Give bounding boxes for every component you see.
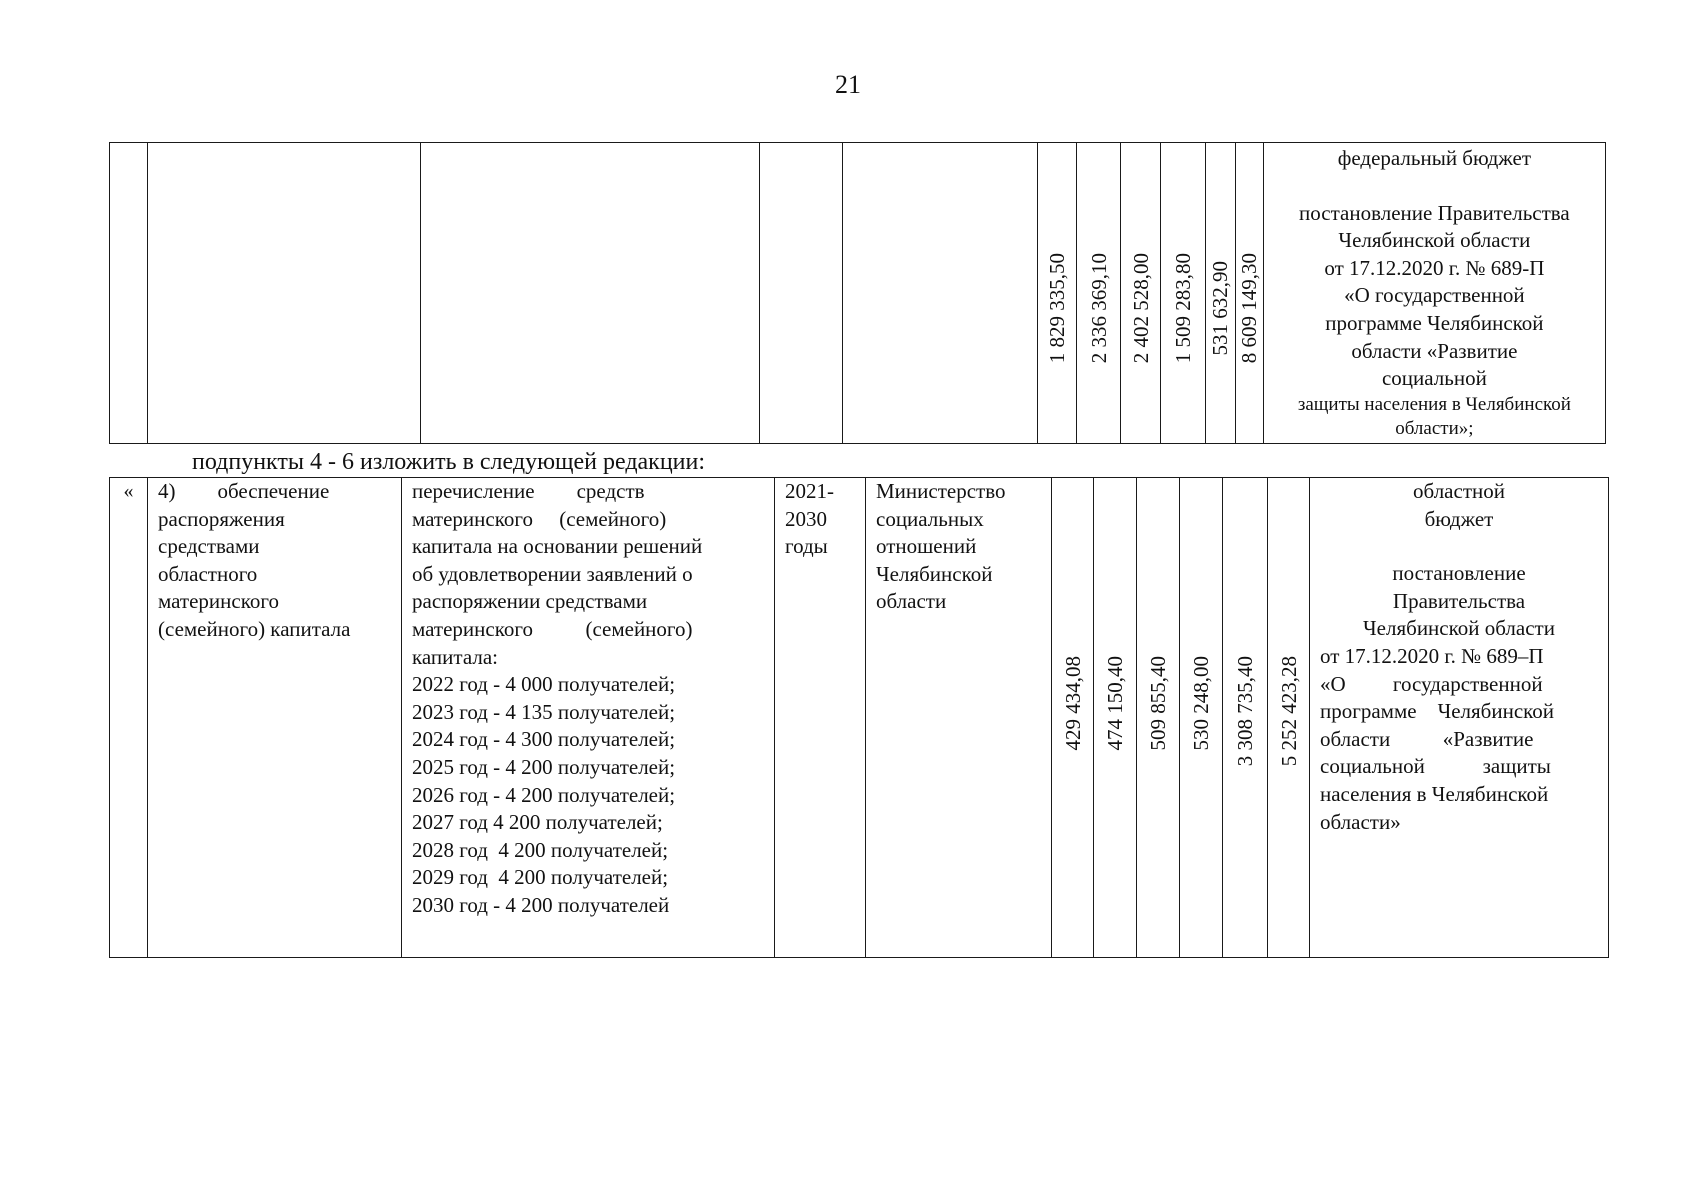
empty-cell	[843, 143, 1038, 444]
description-line: капитала:	[412, 644, 498, 669]
description-line: материнского (семейного)	[412, 506, 667, 531]
basis-line: «О государственной	[1320, 671, 1543, 696]
recipients-line: 2027 год 4 200 получателей;	[412, 810, 663, 835]
description-line: распоряжении средствами	[412, 589, 648, 614]
basis-line: социальной	[1381, 366, 1487, 391]
basis-line: социальной защиты	[1320, 754, 1551, 779]
quote-mark-cell	[110, 478, 148, 958]
amount-cell	[1094, 478, 1137, 958]
description-line: капитала на основании решений	[412, 534, 703, 559]
amount-cell	[1121, 143, 1161, 444]
recipients-line: 2030 год - 4 200 получателей	[412, 892, 670, 917]
basis-line: защиты населения в Челябинской	[1297, 393, 1571, 415]
quote-mark: «	[123, 480, 134, 502]
amount-value: 3 308 735,40	[1233, 656, 1257, 767]
item-line: распоряжения	[158, 506, 285, 531]
amount-cell	[1077, 143, 1121, 444]
description-line: об удовлетворении заявлений о	[412, 561, 693, 586]
amount-cell	[1205, 143, 1235, 444]
funding-basis-cell	[1263, 143, 1605, 444]
executor-line: Челябинской	[876, 561, 993, 586]
item-line: 4) обеспечение	[158, 479, 330, 503]
description-line: материнского (семейного)	[412, 616, 693, 641]
basis-line: области «Развитие	[1351, 338, 1518, 363]
amount-value: 1 509 283,80	[1171, 253, 1196, 364]
basis-line: Челябинской области	[1338, 228, 1531, 253]
basis-line: постановление	[1392, 561, 1526, 586]
description-line: перечисление средств	[412, 479, 645, 503]
basis-line: Челябинской области	[1363, 616, 1555, 641]
item-line: материнского	[158, 589, 279, 614]
amount-value: 2 402 528,00	[1128, 253, 1153, 364]
basis-line: постановление Правительства	[1299, 200, 1570, 225]
recipients-line: 2022 год - 4 000 получателей;	[412, 672, 676, 697]
basis-line: населения в Челябинской	[1320, 781, 1549, 806]
item-title-cell	[148, 478, 402, 958]
continued-table	[109, 142, 1606, 444]
amount-value: 1 829 335,50	[1045, 253, 1070, 364]
amount-cell	[1223, 478, 1268, 958]
recipients-line: 2028 год 4 200 получателей;	[412, 837, 669, 862]
amount-cell	[1038, 143, 1077, 444]
executor-line: Министерство	[876, 479, 1006, 503]
basis-line: области «Развитие	[1320, 726, 1534, 751]
amendment-instruction: подпункты 4 - 6 изложить в следующей редакции:	[192, 449, 706, 475]
funding-source: федеральный бюджет	[1337, 146, 1532, 170]
amount-value: 429 434,08	[1060, 656, 1085, 751]
basis-line: программе Челябинской	[1325, 310, 1544, 335]
amount-cell	[1161, 143, 1205, 444]
description-cell	[402, 478, 775, 958]
funding-source: бюджет	[1424, 506, 1494, 531]
recipients-line: 2025 год - 4 200 получателей;	[412, 754, 676, 779]
amount-total-cell	[1268, 478, 1310, 958]
executor-line: отношений	[876, 534, 977, 559]
amount-total-cell	[1235, 143, 1263, 444]
amount-cell	[1052, 478, 1094, 958]
period-line: годы	[785, 534, 828, 559]
funding-basis-cell	[1310, 478, 1609, 958]
period-line: 2030	[785, 506, 827, 531]
amount-value: 474 150,40	[1103, 656, 1127, 751]
basis-line: «О государственной	[1344, 283, 1525, 308]
basis-line: от 17.12.2020 г. № 689–П	[1320, 643, 1544, 668]
empty-cell	[421, 143, 760, 444]
empty-cell	[760, 143, 843, 444]
executor-line: социальных	[876, 506, 984, 531]
amount-value: 2 336 369,10	[1086, 253, 1111, 364]
basis-line: программе Челябинской	[1320, 699, 1555, 724]
executor-line: области	[876, 589, 947, 614]
basis-line: от 17.12.2020 г. № 689-П	[1324, 255, 1545, 280]
amended-table	[109, 477, 1609, 958]
recipients-line: 2026 год - 4 200 получателей;	[412, 782, 676, 807]
amount-value: 509 855,40	[1146, 656, 1170, 751]
basis-line: области»;	[1395, 417, 1474, 439]
item-line: средствами	[158, 534, 260, 559]
period-line: 2021-	[785, 479, 834, 503]
item-line: (семейного) капитала	[158, 616, 351, 641]
page-number: 21	[835, 70, 861, 99]
amount-total-value: 8 609 149,30	[1237, 253, 1262, 364]
amount-cell	[1180, 478, 1223, 958]
basis-line: Правительства	[1392, 588, 1526, 613]
amount-value: 530 248,00	[1189, 656, 1213, 751]
period-cell	[775, 478, 866, 958]
amount-total-value: 5 252 423,28	[1276, 656, 1301, 767]
item-line: областного	[158, 561, 258, 586]
recipients-line: 2023 год - 4 135 получателей;	[412, 699, 676, 724]
empty-cell	[110, 143, 148, 444]
executor-cell	[866, 478, 1052, 958]
recipients-line: 2024 год - 4 300 получателей;	[412, 727, 676, 752]
amount-value: 531 632,90	[1208, 260, 1233, 356]
amount-cell	[1137, 478, 1180, 958]
basis-line: области»	[1320, 809, 1401, 834]
recipients-line: 2029 год 4 200 получателей;	[412, 865, 669, 890]
empty-cell	[148, 143, 421, 444]
funding-source: областной	[1413, 479, 1505, 503]
